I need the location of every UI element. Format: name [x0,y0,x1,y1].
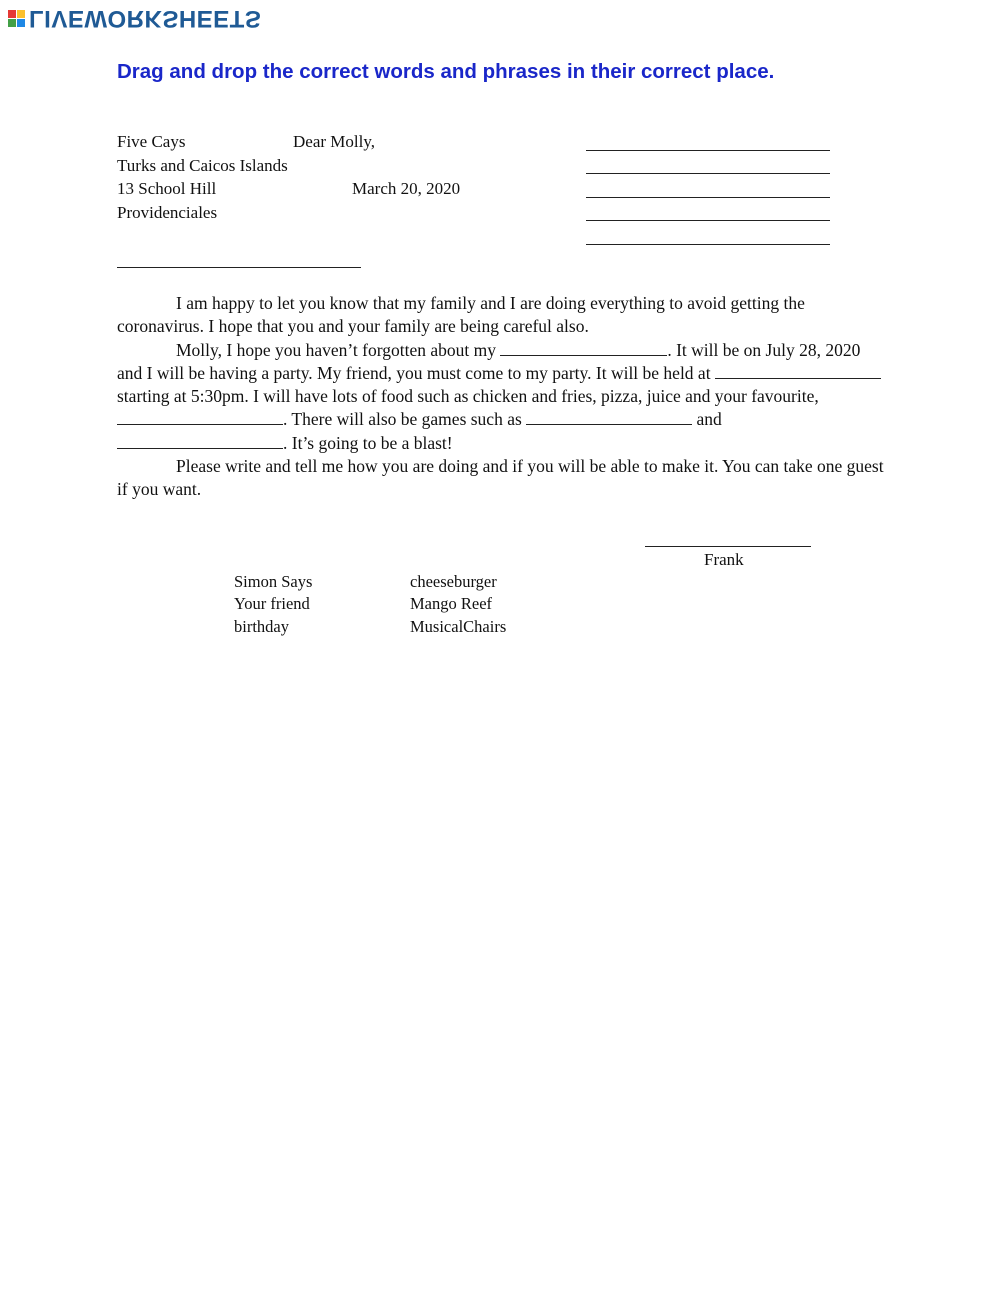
word-bank-col-1 [234,571,312,638]
address-line-1: Five Cays [117,132,186,151]
signature-name: Frank [704,550,744,569]
paragraph-3: Please write and tell me how you are doing and if you will be able to make it. You can take one guest if you want. [117,456,884,500]
closing-drop-line[interactable] [645,546,811,547]
word-bank-item[interactable]: Mango Reef [410,594,493,614]
logo-square-yellow [17,10,25,18]
logo-mark-icon [8,10,25,27]
logo-square-red [8,10,16,18]
logo-square-green [8,19,16,27]
blank-game-1[interactable] [526,410,692,425]
paragraph-1: I am happy to let you know that my family and I are doing everything to avoid getting the coronavirus. I hope that you and your family are being careful also. [117,293,805,337]
logo-text: LIVEWORKSHEETS [29,5,262,32]
word-bank-col-2 [410,571,506,638]
word-bank-item[interactable]: birthday [234,616,289,636]
blank-place[interactable] [715,364,881,379]
address-drop-line-2[interactable] [586,173,830,174]
date-text: March 20, 2020 [352,179,461,198]
logo-square-blue [17,19,25,27]
p2-text-c: starting at 5:30pm. I will have lots of food such as chicken and fries, pizza, juice and your favourite, [117,386,819,407]
p2-text-d: . There will also be games such as [283,409,527,430]
p2-text-f: . It’s going to be a blast! [283,432,453,453]
address-drop-line-3[interactable] [586,197,830,198]
letter-body [117,292,887,502]
word-bank-item[interactable]: Simon Says [234,572,313,591]
paragraph-2 [117,339,887,455]
p2-text-a: Molly, I hope you haven’t forgotten about my [176,339,501,360]
page-title: Drag and drop the correct words and phrases in their correct place. [117,60,775,83]
address-line-4: Providenciales [117,203,218,222]
greeting-drop-line[interactable] [117,267,361,268]
address-line-3: 13 School Hill [117,179,217,198]
p2-text-e: and [692,409,722,430]
word-bank-item[interactable]: MusicalChairs [410,616,507,636]
address-drop-line-4[interactable] [586,220,830,221]
address-drop-line-5[interactable] [586,244,830,245]
address-drop-line-1[interactable] [586,150,830,151]
blank-occasion[interactable] [500,341,667,356]
word-bank-item[interactable]: Your friend [234,594,310,614]
address-line-2: Turks and Caicos Islands [117,156,288,175]
blank-game-2[interactable] [117,434,283,449]
liveworksheets-logo [8,4,261,32]
word-bank-item[interactable]: cheeseburger [410,572,497,591]
blank-food[interactable] [117,410,283,425]
p2-text-b: . It will be on July 28, 2020 and I will be having a party. My friend, you must come to my party. It will be held at [117,339,861,383]
salutation-text: Dear Molly, [293,132,375,151]
